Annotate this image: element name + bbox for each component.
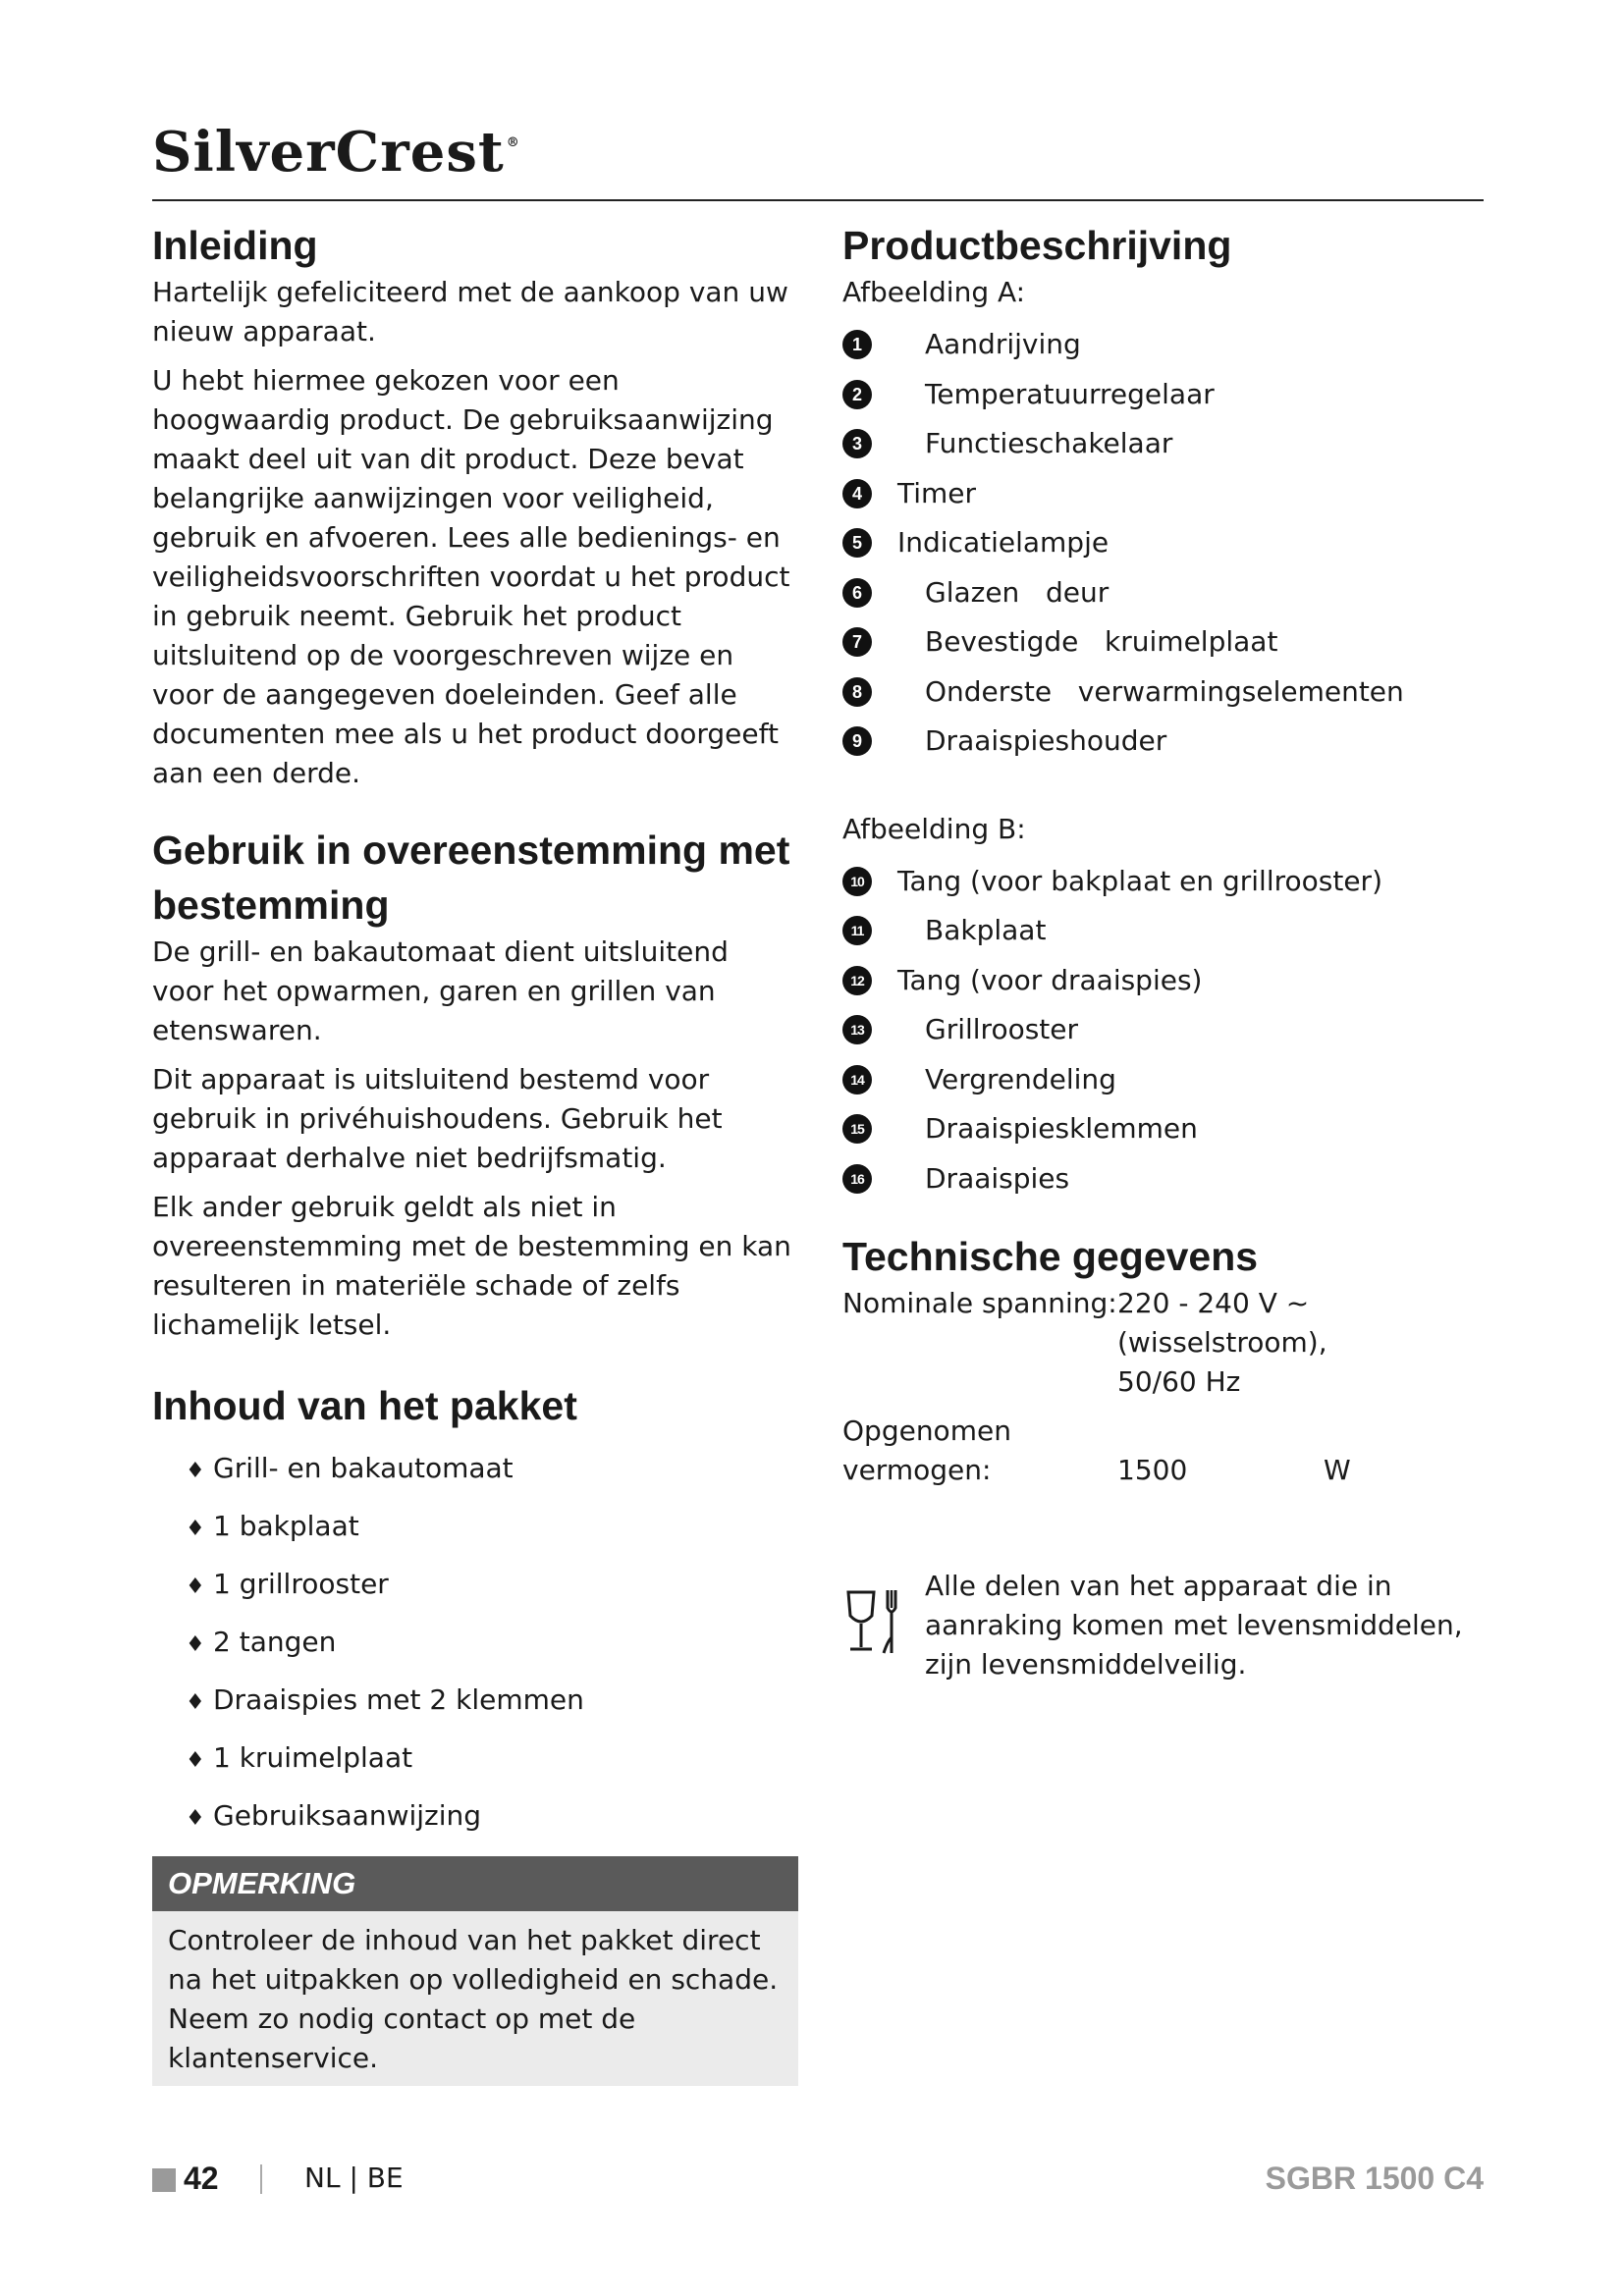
parts-list-a xyxy=(842,320,1490,767)
intended-use-section xyxy=(152,823,798,1345)
part-label: Grillrooster xyxy=(925,1013,1079,1045)
list-item-label: 1 bakplaat xyxy=(213,1510,359,1542)
part-number-badge: 4 xyxy=(842,479,872,508)
part-item xyxy=(842,1104,1490,1154)
part-label: Timer xyxy=(897,476,977,509)
food-safe-text: Alle delen van het apparaat die in aanraking komen met levensmiddelen, zijn levensmiddelveilig. xyxy=(925,1570,1463,1681)
list-item xyxy=(186,1441,798,1499)
model-number: SGBR 1500 C4 xyxy=(1265,2161,1484,2196)
voltage-value-line3: 50/60 Hz xyxy=(1117,1365,1241,1398)
footer-divider xyxy=(260,2164,262,2194)
intended-use-title: Gebruik in overeenstemming met bestemming xyxy=(152,828,790,928)
part-item xyxy=(842,370,1490,420)
tech-section xyxy=(842,1229,1490,1490)
power-value xyxy=(1117,1451,1490,1490)
part-label: Draaispies xyxy=(925,1161,1070,1195)
part-number-badge: 2 xyxy=(842,380,872,409)
part-number-badge: 15 xyxy=(842,1114,872,1144)
part-item xyxy=(842,320,1490,370)
part-label: Functieschakelaar xyxy=(925,427,1173,459)
list-item-label: Grill- en bakautomaat xyxy=(213,1452,514,1484)
page-footer xyxy=(152,2159,1484,2198)
intended-use-paragraph-2: Dit apparaat is uitsluitend bestemd voor gebruik in privéhuishoudens. Gebruik het apparaat derhalve niet bedrijfsmatig. xyxy=(152,1063,723,1174)
product-title: Productbeschrijving xyxy=(842,223,1232,268)
voltage-value-line2: (wisselstroom), xyxy=(1117,1326,1327,1359)
spec-power xyxy=(842,1451,1490,1490)
list-item xyxy=(186,1499,798,1557)
language-code: NL | BE xyxy=(304,2162,404,2194)
part-label: Aandrijving xyxy=(925,328,1081,360)
part-label: Vergrendeling xyxy=(925,1062,1116,1095)
voltage-label: Nominale spanning: xyxy=(842,1287,1117,1319)
part-item xyxy=(842,667,1490,718)
list-item-label: 1 kruimelplaat xyxy=(213,1741,413,1774)
package-section xyxy=(152,1378,798,2086)
part-item xyxy=(842,1005,1490,1055)
part-number-badge: 1 xyxy=(842,330,872,359)
part-label: Temperatuurregelaar xyxy=(925,377,1215,410)
part-item xyxy=(842,419,1490,469)
spec-power-label-row xyxy=(842,1412,1490,1451)
part-label: Bakplaat xyxy=(925,914,1047,946)
diamond-bullet-icon: ♦ xyxy=(186,1690,205,1715)
parts-list-b xyxy=(842,857,1490,1204)
diamond-bullet-icon: ♦ xyxy=(186,1575,205,1599)
intended-use-paragraph-1: De grill- en bakautomaat dient uitsluitend voor het opwarmen, garen en grillen van etenswaren. xyxy=(152,935,729,1046)
part-number-badge: 7 xyxy=(842,627,872,657)
food-safe-notice xyxy=(842,1567,1490,1684)
part-item xyxy=(842,956,1490,1006)
part-label: Indicatielampje xyxy=(897,526,1110,559)
list-item-label: Draaispies met 2 klemmen xyxy=(213,1683,584,1716)
part-number-badge: 10 xyxy=(842,867,872,896)
figure-a-label: Afbeelding A: xyxy=(842,276,1026,308)
part-label: Glazen deur xyxy=(925,575,1110,609)
part-item xyxy=(842,617,1490,667)
part-number-badge: 14 xyxy=(842,1065,872,1095)
intro-paragraph-1: Hartelijk gefeliciteerd met de aankoop van uw nieuw apparaat. xyxy=(152,276,788,347)
part-number-badge: 16 xyxy=(842,1164,872,1194)
part-item xyxy=(842,717,1490,767)
footer-square-icon xyxy=(152,2168,176,2192)
diamond-bullet-icon: ♦ xyxy=(186,1806,205,1831)
intro-title: Inleiding xyxy=(152,223,318,268)
part-item xyxy=(842,1055,1490,1105)
page-number: 42 xyxy=(184,2161,219,2196)
power-label-line1: Opgenomen xyxy=(842,1415,1011,1447)
part-item xyxy=(842,469,1490,519)
part-number-badge: 11 xyxy=(842,916,872,945)
spec-voltage xyxy=(842,1284,1490,1402)
part-item xyxy=(842,857,1490,907)
diamond-bullet-icon: ♦ xyxy=(186,1748,205,1773)
package-title: Inhoud van het pakket xyxy=(152,1383,577,1428)
part-label: Tang (voor bakplaat en grillrooster) xyxy=(897,864,1382,897)
list-item-label: Gebruiksaanwijzing xyxy=(213,1799,482,1832)
list-item-label: 1 grillrooster xyxy=(213,1568,389,1600)
power-unit: W xyxy=(1324,1454,1351,1486)
part-label: Draaispieshouder xyxy=(925,724,1167,757)
tech-title: Technische gegevens xyxy=(842,1234,1259,1279)
list-item xyxy=(186,1615,798,1673)
note-box xyxy=(152,1856,798,2086)
list-item-label: 2 tangen xyxy=(213,1626,337,1658)
diamond-bullet-icon: ♦ xyxy=(186,1459,205,1483)
part-number-badge: 12 xyxy=(842,966,872,995)
note-heading: OPMERKING xyxy=(152,1856,798,1911)
part-number-badge: 6 xyxy=(842,578,872,608)
figure-b-label: Afbeelding B: xyxy=(842,812,1026,845)
part-item xyxy=(842,906,1490,956)
diamond-bullet-icon: ♦ xyxy=(186,1632,205,1657)
part-item xyxy=(842,1154,1490,1204)
package-list xyxy=(152,1441,798,1846)
part-label: Onderste verwarmingselementen xyxy=(925,674,1404,708)
part-number-badge: 8 xyxy=(842,677,872,707)
part-label: Bevestigde kruimelplaat xyxy=(925,625,1278,658)
intended-use-paragraph-3: Elk ander gebruik geldt als niet in overeenstemming met de bestemming en kan resulteren in materiële schade of zelfs lichamelijk letsel. xyxy=(152,1191,791,1341)
power-number: 1500 xyxy=(1117,1454,1188,1486)
brand-logo xyxy=(152,120,520,185)
power-label-line2: vermogen: xyxy=(842,1454,992,1486)
note-text: Controleer de inhoud van het pakket direct na het uitpakken op volledigheid en schade. Neem zo nodig contact op met de klantenservice. xyxy=(152,1911,798,2086)
voltage-value-line1: 220 - 240 V ~ xyxy=(1117,1287,1310,1319)
part-number-badge: 3 xyxy=(842,429,872,458)
part-label: Draaispiesklemmen xyxy=(925,1112,1198,1145)
list-item xyxy=(186,1731,798,1789)
right-column xyxy=(842,218,1490,1684)
voltage-value xyxy=(1117,1284,1490,1402)
part-item xyxy=(842,568,1490,618)
part-number-badge: 9 xyxy=(842,726,872,756)
part-number-badge: 13 xyxy=(842,1015,872,1044)
list-item xyxy=(186,1789,798,1846)
part-label: Tang (voor draaispies) xyxy=(897,963,1203,996)
list-item xyxy=(186,1673,798,1731)
intro-section xyxy=(152,218,798,793)
intro-paragraph-2: U hebt hiermee gekozen voor een hoogwaardig product. De gebruiksaanwijzing maakt deel uit van dit product. Deze bevat belangrijke aanwijzingen voor veiligheid, gebruik en afvoeren. Lees alle bedienings- en veiligheidsvoorschriften voordat u het product in gebruik neemt. Gebruik het product uitsluitend op de voorgeschreven wijze en voor de aangegeven doeleinden. Geef alle documenten mee als u het product doorgeeft aan een derde. xyxy=(152,364,790,789)
left-column xyxy=(152,218,798,2086)
diamond-bullet-icon: ♦ xyxy=(186,1517,205,1541)
header-rule xyxy=(152,199,1484,201)
brand-name: SilverCrest xyxy=(152,120,505,185)
registered-mark: ® xyxy=(506,135,520,150)
food-safe-icon xyxy=(842,1578,911,1667)
part-number-badge: 5 xyxy=(842,528,872,558)
part-item xyxy=(842,518,1490,568)
product-section xyxy=(842,218,1490,1203)
list-item xyxy=(186,1557,798,1615)
